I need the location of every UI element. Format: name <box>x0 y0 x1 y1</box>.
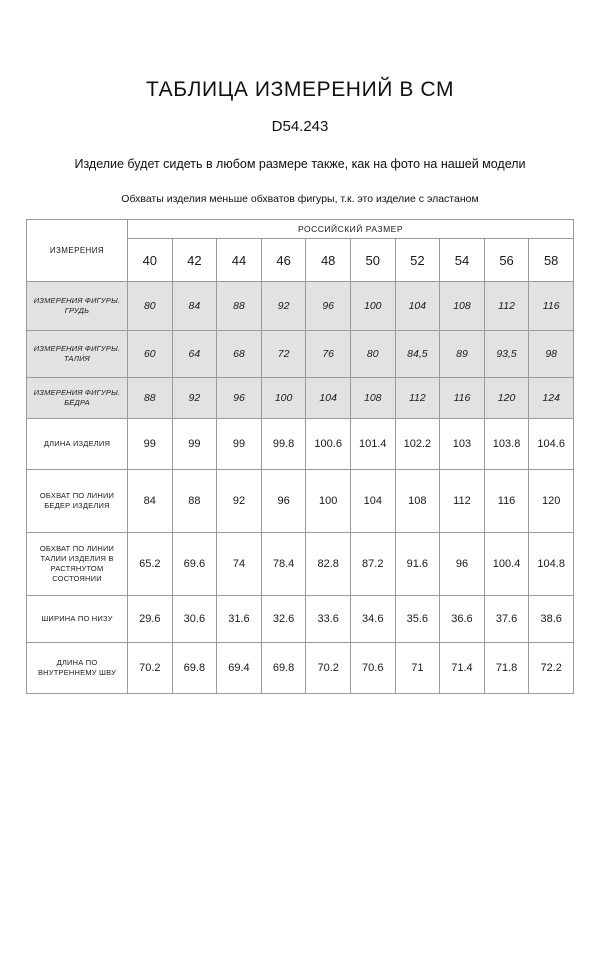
cell-bust-42: 84 <box>172 282 217 331</box>
cell-bottom-width-40: 29.6 <box>128 596 173 643</box>
size-header-52: 52 <box>395 239 440 282</box>
cell-waist-56: 93,5 <box>484 331 529 378</box>
table-row <box>27 419 574 470</box>
page-title: ТАБЛИЦА ИЗМЕРЕНИЙ В СМ <box>145 78 455 101</box>
cell-waist-50: 80 <box>350 331 395 378</box>
cell-product-length-52: 102.2 <box>395 419 440 470</box>
cell-product-length-46: 99.8 <box>261 419 306 470</box>
cell-bust-46: 92 <box>261 282 306 331</box>
fit-description: Изделие будет сидеть в любом размере также, как на фото на нашей модели <box>74 157 526 171</box>
cell-inseam-length-56: 71.8 <box>484 643 529 694</box>
cell-hip-girth-46: 96 <box>261 470 306 533</box>
cell-bust-58: 116 <box>529 282 574 331</box>
cell-product-length-48: 100.6 <box>306 419 351 470</box>
cell-waist-girth-stretched-50: 87.2 <box>350 533 395 596</box>
cell-product-length-42: 99 <box>172 419 217 470</box>
cell-hip-girth-44: 92 <box>217 470 262 533</box>
cell-bust-54: 108 <box>440 282 485 331</box>
row-label-waist: ИЗМЕРЕНИЯ ФИГУРЫ. ТАЛИЯ <box>27 331 128 378</box>
cell-waist-48: 76 <box>306 331 351 378</box>
cell-hip-girth-50: 104 <box>350 470 395 533</box>
row-label-bottom-width: ШИРИНА ПО НИЗУ <box>27 596 128 643</box>
cell-bottom-width-56: 37.6 <box>484 596 529 643</box>
cell-hips-54: 116 <box>440 378 485 419</box>
cell-bottom-width-50: 34.6 <box>350 596 395 643</box>
row-label-waist-girth-stretched: ОБХВАТ ПО ЛИНИИ ТАЛИИ ИЗДЕЛИЯ В РАСТЯНУТОМ СОСТОЯНИИ <box>27 533 128 596</box>
row-label-inseam-length: ДЛИНА ПО ВНУТРЕННЕМУ ШВУ <box>27 643 128 694</box>
cell-inseam-length-50: 70.6 <box>350 643 395 694</box>
table-row <box>27 470 574 533</box>
cell-waist-52: 84,5 <box>395 331 440 378</box>
cell-product-length-54: 103 <box>440 419 485 470</box>
cell-waist-girth-stretched-40: 65.2 <box>128 533 173 596</box>
cell-product-length-56: 103.8 <box>484 419 529 470</box>
cell-bottom-width-48: 33.6 <box>306 596 351 643</box>
cell-product-length-58: 104.6 <box>529 419 574 470</box>
cell-waist-girth-stretched-58: 104.8 <box>529 533 574 596</box>
row-label-bust: ИЗМЕРЕНИЯ ФИГУРЫ. ГРУДЬ <box>27 282 128 331</box>
cell-bust-48: 96 <box>306 282 351 331</box>
cell-hips-40: 88 <box>128 378 173 419</box>
cell-waist-girth-stretched-54: 96 <box>440 533 485 596</box>
cell-waist-girth-stretched-42: 69.6 <box>172 533 217 596</box>
cell-waist-46: 72 <box>261 331 306 378</box>
cell-waist-girth-stretched-44: 74 <box>217 533 262 596</box>
row-label-hips: ИЗМЕРЕНИЯ ФИГУРЫ. БЁДРА <box>27 378 128 419</box>
table-row <box>27 533 574 596</box>
size-header-48: 48 <box>306 239 351 282</box>
cell-waist-girth-stretched-48: 82.8 <box>306 533 351 596</box>
table-row <box>27 331 574 378</box>
cell-waist-54: 89 <box>440 331 485 378</box>
cell-hip-girth-52: 108 <box>395 470 440 533</box>
size-header-42: 42 <box>172 239 217 282</box>
size-chart-page <box>0 78 600 978</box>
cell-bottom-width-44: 31.6 <box>217 596 262 643</box>
corner-label: ИЗМЕРЕНИЯ <box>27 220 128 282</box>
size-header-56: 56 <box>484 239 529 282</box>
cell-hips-58: 124 <box>529 378 574 419</box>
size-header-54: 54 <box>440 239 485 282</box>
cell-hip-girth-56: 116 <box>484 470 529 533</box>
cell-bust-52: 104 <box>395 282 440 331</box>
cell-hips-48: 104 <box>306 378 351 419</box>
row-label-product-length: ДЛИНА ИЗДЕЛИЯ <box>27 419 128 470</box>
table-row <box>27 596 574 643</box>
cell-hips-52: 112 <box>395 378 440 419</box>
cell-hips-46: 100 <box>261 378 306 419</box>
size-header-44: 44 <box>217 239 262 282</box>
cell-hip-girth-58: 120 <box>529 470 574 533</box>
cell-hip-girth-54: 112 <box>440 470 485 533</box>
article-code: D54.243 <box>271 118 329 135</box>
size-header-50: 50 <box>350 239 395 282</box>
measurements-table <box>26 219 574 694</box>
cell-waist-44: 68 <box>217 331 262 378</box>
cell-hips-50: 108 <box>350 378 395 419</box>
cell-bottom-width-58: 38.6 <box>529 596 574 643</box>
size-header-46: 46 <box>261 239 306 282</box>
size-header-40: 40 <box>128 239 173 282</box>
table-group-header-row <box>27 220 574 239</box>
group-header-russian-size: РОССИЙСКИЙ РАЗМЕР <box>128 220 574 239</box>
cell-inseam-length-40: 70.2 <box>128 643 173 694</box>
cell-inseam-length-48: 70.2 <box>306 643 351 694</box>
cell-inseam-length-44: 69.4 <box>217 643 262 694</box>
cell-waist-girth-stretched-52: 91.6 <box>395 533 440 596</box>
cell-bottom-width-54: 36.6 <box>440 596 485 643</box>
cell-waist-girth-stretched-56: 100.4 <box>484 533 529 596</box>
cell-bottom-width-46: 32.6 <box>261 596 306 643</box>
cell-hips-42: 92 <box>172 378 217 419</box>
cell-hip-girth-40: 84 <box>128 470 173 533</box>
cell-bust-44: 88 <box>217 282 262 331</box>
row-label-hip-girth: ОБХВАТ ПО ЛИНИИ БЕДЕР ИЗДЕЛИЯ <box>27 470 128 533</box>
cell-hip-girth-48: 100 <box>306 470 351 533</box>
cell-inseam-length-52: 71 <box>395 643 440 694</box>
cell-waist-40: 60 <box>128 331 173 378</box>
table-row <box>27 282 574 331</box>
cell-inseam-length-54: 71.4 <box>440 643 485 694</box>
table-row <box>27 378 574 419</box>
cell-hips-44: 96 <box>217 378 262 419</box>
cell-waist-58: 98 <box>529 331 574 378</box>
cell-bust-50: 100 <box>350 282 395 331</box>
cell-product-length-40: 99 <box>128 419 173 470</box>
table-row <box>27 643 574 694</box>
cell-bust-40: 80 <box>128 282 173 331</box>
cell-inseam-length-58: 72.2 <box>529 643 574 694</box>
cell-bottom-width-52: 35.6 <box>395 596 440 643</box>
cell-bust-56: 112 <box>484 282 529 331</box>
cell-bottom-width-42: 30.6 <box>172 596 217 643</box>
cell-inseam-length-46: 69.8 <box>261 643 306 694</box>
cell-hips-56: 120 <box>484 378 529 419</box>
cell-product-length-50: 101.4 <box>350 419 395 470</box>
cell-waist-42: 64 <box>172 331 217 378</box>
elastane-note: Обхваты изделия меньше обхватов фигуры, т.к. это изделие с эластаном <box>121 193 479 206</box>
cell-hip-girth-42: 88 <box>172 470 217 533</box>
cell-inseam-length-42: 69.8 <box>172 643 217 694</box>
cell-product-length-44: 99 <box>217 419 262 470</box>
size-header-58: 58 <box>529 239 574 282</box>
cell-waist-girth-stretched-46: 78.4 <box>261 533 306 596</box>
